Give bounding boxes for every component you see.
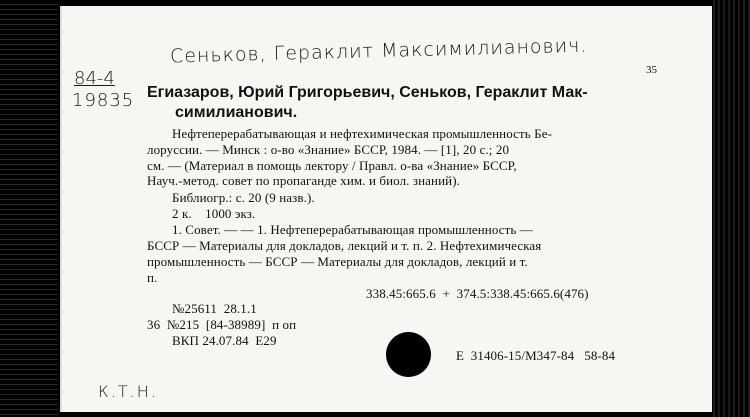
handwritten-code-bottom: 19835 xyxy=(72,90,135,111)
record-number-1: №25611 28.1.1 xyxy=(172,301,257,316)
handwritten-name: Сеньков, Гераклит Максимилианович. xyxy=(169,34,588,68)
title-line-3: см. — (Материал в помощь лектору / Правл. о-ва «Знание» БССР, xyxy=(147,158,517,173)
handwritten-degree: К.Т.Н. xyxy=(98,382,158,401)
author-line-1: Егиазаров, Юрий Григорьевич, Сеньков, Гераклит Мак- xyxy=(147,84,588,101)
punch-hole xyxy=(386,332,431,377)
record-number-3: ВКП 24.07.84 E29 xyxy=(172,333,277,348)
subject-line-2: БССР — Материалы для докладов, лекций и т. п. 2. Нефтехимическая xyxy=(147,238,542,253)
subject-line-3: промышленность — БССР — Материалы для докладов, лекций и т. xyxy=(147,254,528,269)
print-run: 2 к. 1000 экз. xyxy=(172,206,256,221)
record-number-2: 36 №215 [84-38989] п оп xyxy=(147,317,297,332)
right-film-border xyxy=(710,0,750,417)
page-number: 35 xyxy=(646,64,657,76)
bibliography: Библиогр.: с. 20 (9 назв.). xyxy=(172,190,315,205)
author-line-2: симилианович. xyxy=(175,104,298,121)
catalog-code: E 31406-15/M347-84 58-84 xyxy=(456,348,616,363)
subject-line-4: п. xyxy=(147,270,158,285)
title-line-4: Науч.-метод. совет по пропаганде хим. и биол. знаний). xyxy=(147,173,460,188)
classification-index: 338.45:665.6 + 374.5:338.45:665.6(476) xyxy=(366,286,589,301)
left-film-border xyxy=(0,0,58,417)
title-line-2: лоруссии. — Минск : о-во «Знание» БССР, 1984. — [1], 20 с.; 20 xyxy=(147,142,510,157)
handwritten-code-top: 84-4 xyxy=(74,68,115,89)
title-line-1: Нефтеперерабатывающая и нефтехимическая промышленность Бе- xyxy=(172,126,553,141)
subject-line-1: 1. Совет. — — 1. Нефтеперерабатывающая промышленность — xyxy=(172,222,533,237)
